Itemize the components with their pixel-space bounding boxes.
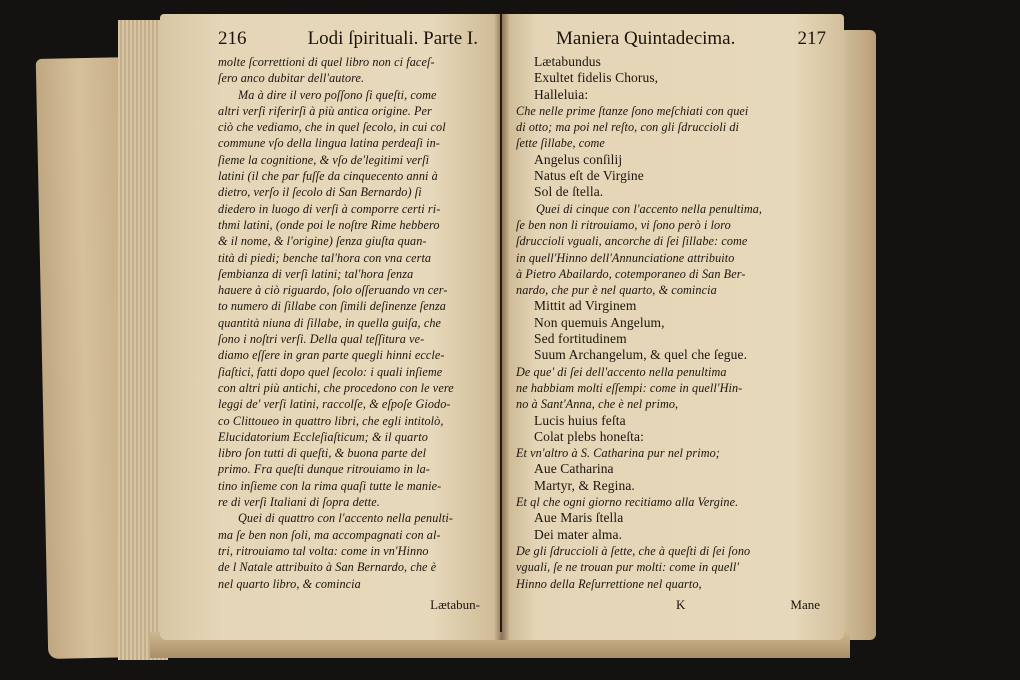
text-line: ſe ben non li ritrouiamo, vi ſono però i loro bbox=[516, 217, 731, 232]
text-line: vguali, ſe ne trouan pur molti: come in quell' bbox=[516, 560, 740, 575]
text-line: diedero in luogo di verſi à comporre certi ri- bbox=[218, 201, 441, 216]
text-line: tino inſieme con la rima quaſi tutte le manie- bbox=[218, 478, 442, 493]
right-page bbox=[502, 14, 844, 640]
running-title-left: Lodi ſpirituali. Parte I. bbox=[307, 28, 478, 49]
text-line: Martyr, & Regina. bbox=[534, 477, 635, 493]
text-line: Mittit ad Virginem bbox=[534, 298, 637, 314]
text-line: latini (il che par fuſſe da cinquecento anni à bbox=[218, 169, 438, 184]
text-line: quantità niuna di ſillabe, in quella guiſa, che bbox=[218, 315, 442, 330]
text-line: thmi latini, (onde poi le noſtre Rime hebbero bbox=[218, 217, 440, 232]
text-line: re di verſi Italiani di ſopra dette. bbox=[218, 495, 380, 510]
text-line: Ma à dire il vero poſſono ſi queſti, come bbox=[238, 87, 437, 102]
text-line: tri, ritrouiamo tal volta: come in vn'Hinno bbox=[218, 543, 429, 558]
text-line: de l Natale attribuito à San Bernardo, che è bbox=[218, 560, 437, 575]
text-line: De gli ſdruccioli à ſette, che à queſti di ſei ſono bbox=[516, 543, 751, 558]
text-line: nardo, che pur è nel quarto, & comincia bbox=[516, 283, 717, 298]
text-line: to numero di ſillabe con ſimili deſinenze ſenza bbox=[218, 299, 446, 314]
text-line: à Pietro Abailardo, cotemporaneo di San Ber- bbox=[516, 266, 746, 281]
text-line: Lætabundus bbox=[534, 54, 601, 69]
text-line: commune vſo della lingua latina perdeaſi in- bbox=[218, 136, 440, 151]
text-line: no à Sant'Anna, che è nel primo, bbox=[516, 397, 679, 412]
right-page-footer bbox=[516, 596, 826, 614]
text-line: Sol de ſtella. bbox=[534, 184, 604, 200]
text-line: molte ſcorrettioni di quel libro non ci faceſ- bbox=[218, 55, 435, 69]
text-line: Aue Maris ſtella bbox=[534, 510, 624, 526]
text-line: ſembianza di verſi latini; tal'hora ſenza bbox=[218, 266, 414, 281]
text-line: Et vn'altro à S. Catharina pur nel primo; bbox=[516, 446, 720, 461]
text-line: Hinno della Reſurrettione nel quarto, bbox=[516, 576, 702, 591]
text-line: co Clittoueo in quattro libri, che egli intitolò, bbox=[218, 413, 444, 428]
text-line: ſiaſtici, fatti dopo quel ſecolo: i quali inſieme bbox=[218, 364, 443, 379]
left-page-text-body bbox=[218, 54, 486, 592]
text-line: Elucidatorium Eccleſiaſticum; & il quarto bbox=[218, 429, 428, 444]
text-line: ciò che vediamo, che in quel ſecolo, in cui col bbox=[218, 120, 446, 135]
text-line: De que' di ſei dell'accento nella penultima bbox=[516, 364, 727, 379]
text-line: dietro, verſo il ſecolo di San Bernardo) ſi bbox=[218, 185, 422, 200]
text-line: Quei di cinque con l'accento nella penultima, bbox=[536, 201, 763, 216]
text-line: Suum Archangelum, & quel che ſegue. bbox=[534, 347, 748, 363]
catchword-left: Lætabun- bbox=[430, 596, 480, 612]
left-page bbox=[160, 14, 500, 640]
text-line: diamo eſſere in gran parte quegli hinni eccle- bbox=[218, 348, 445, 363]
text-line: Che nelle prime ſtanze ſono meſchiati con quei bbox=[516, 103, 749, 118]
text-line: ne habbiam molti eſſempi: come in quell'Hin- bbox=[516, 380, 743, 395]
text-line: tità di piedi; benche tal'hora con vna certa bbox=[218, 250, 432, 265]
text-line: Non quemuis Angelum, bbox=[534, 314, 665, 330]
text-line: ſono i noſtri verſi. Della qual teſſitura ve- bbox=[218, 332, 425, 347]
running-title-right: Maniera Quintadecima. bbox=[556, 28, 736, 49]
text-line: Aue Catharina bbox=[534, 461, 614, 477]
text-line: Colat plebs honeſta: bbox=[534, 428, 644, 444]
page-number-right: 217 bbox=[797, 28, 826, 49]
text-line: Quei di quattro con l'accento nella penulti- bbox=[238, 511, 454, 526]
text-line: Sed fortitudinem bbox=[534, 331, 627, 347]
text-line: ſette ſillabe, come bbox=[516, 136, 605, 151]
book-gutter bbox=[494, 14, 510, 640]
text-line: Natus eſt de Virgine bbox=[534, 168, 644, 184]
text-line: primo. Fra queſti dunque ritrouiamo in la- bbox=[218, 462, 430, 477]
text-line: altri verſi riferirſi à più antica origine. Per bbox=[218, 103, 432, 118]
catchword-right: Mane bbox=[790, 596, 820, 612]
text-line: di otto; ma poi nel reſto, con gli ſdruccioli di bbox=[516, 120, 740, 135]
text-line: leggi de' verſi latini, raccolſe, & eſpoſe Giodo- bbox=[218, 397, 451, 412]
left-page-footer bbox=[218, 596, 486, 614]
text-line: ſero anco dubitar dell'autore. bbox=[218, 71, 365, 86]
text-line: Angelus conſilij bbox=[534, 151, 623, 167]
text-line: libro ſon tutti di queſti, & buona parte del bbox=[218, 446, 427, 461]
right-page-text-body bbox=[516, 54, 826, 592]
text-line: ma ſe ben non ſoli, ma accompagnati con al- bbox=[218, 527, 441, 542]
text-line: hauere à ciò riguardo, ſolo oſſeruando vn cer- bbox=[218, 283, 448, 298]
signature-mark: K bbox=[676, 596, 686, 612]
text-line: Lucis huius feſta bbox=[534, 412, 626, 428]
text-line: ſieme la cognitione, & vſo de'legitimi verſi bbox=[218, 152, 430, 167]
text-line: nel quarto libro, & comincia bbox=[218, 576, 361, 591]
text-line: & il nome, & l'origine) ſenza giuſta quan- bbox=[218, 234, 427, 249]
text-line: Halleluia: bbox=[534, 86, 589, 102]
text-line: con altri più antichi, che procedono con le vere bbox=[218, 380, 454, 395]
right-page-header bbox=[516, 28, 826, 50]
left-page-header bbox=[218, 28, 486, 50]
text-line: Dei mater alma. bbox=[534, 526, 623, 542]
text-line: ſdruccioli vguali, ancorche di ſei ſillabe: come bbox=[516, 234, 748, 249]
text-line: in quell'Hinno dell'Annunciatione attribuito bbox=[516, 250, 735, 265]
text-line: Exultet fidelis Chorus, bbox=[534, 70, 659, 86]
right-cover-flap bbox=[842, 30, 876, 640]
text-line: Et ql che ogni giorno recitiamo alla Vergine. bbox=[516, 495, 739, 510]
page-number-left: 216 bbox=[218, 28, 247, 49]
